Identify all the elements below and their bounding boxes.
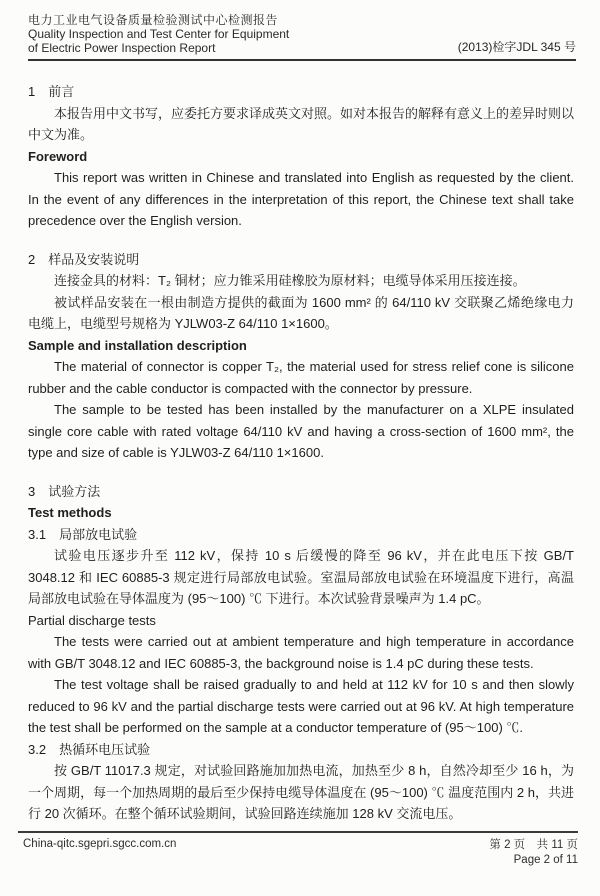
footer-page-english: Page 2 of 11 xyxy=(513,854,578,866)
partial-discharge-paragraph-english-2: The test voltage shall be raised gradually to and held at 112 kV for 10 s and then slowly reduced to 96 kV and the partial discharge tests were carried out at 96 kV. At high temperature the test shall be performed on the sample at a conductor temperature of (95～100) ℃. xyxy=(28,677,574,735)
report-footer xyxy=(18,831,578,868)
header-title-english-line2: of Electric Power Inspection Report xyxy=(28,40,216,55)
section-3-1-heading: 3.1 局部放电试验 xyxy=(28,526,138,542)
test-methods-heading: Test methods xyxy=(28,505,112,520)
sample-description-heading: Sample and installation description xyxy=(28,337,247,353)
partial-discharge-heading: Partial discharge tests xyxy=(28,612,156,628)
sample-description-paragraph-english-1: The material of connector is copper T₂, the material used for stress relief cone is silicone rubber and the cable conductor is compacted with the connector by pressure. xyxy=(28,359,574,396)
footer-website: China-qitc.sgepri.sgcc.com.cn xyxy=(23,838,177,850)
header-row xyxy=(28,13,576,55)
report-body xyxy=(0,61,600,825)
partial-discharge-paragraph-english-1: The tests were carried out at ambient temperature and high temperature in accordance with GB/T 3048.12 and IEC 60885-3, the background noise is 1.4 pC during these tests. xyxy=(28,634,574,671)
foreword-paragraph-english: This report was written in Chinese and translated into English as requested by the client. In the event of any differences in the interpretation of this report, the Chinese text shall take precedence over the English version. xyxy=(28,170,574,228)
header-title-english-line1: Quality Inspection and Test Center for Equipment xyxy=(28,27,290,41)
section-3-2-heading: 3.2 热循环电压试验 xyxy=(28,741,151,757)
section-3-2-paragraph-chinese: 按 GB/T 11017.3 规定，对试验回路施加加热电流，加热至少 8 h，自然冷却至少 16 h，为一个周期，每一个加热周期的最后至少保持电缆导体温度在 (95～100) ℃ 温度范围内 2 h，共进行 20 次循环。在整个循环试验期间，试验回路连续施加 128 kV 交流电压。 xyxy=(28,763,574,821)
foreword-heading: Foreword xyxy=(28,148,88,164)
header-title-chinese: 电力工业电气设备质量检验测试中心检测报告 xyxy=(28,13,279,27)
footer-page-numbers xyxy=(489,838,578,868)
section-2-paragraph-chinese-1: 连接金具的材料：T₂ 铜材；应力锥采用硅橡胶为原材料；电缆导体采用压接连接。 xyxy=(54,273,526,288)
section-1-heading: 1 前言 xyxy=(28,84,75,99)
section-2-paragraph-chinese-2: 被试样品安装在一根由制造方提供的截面为 1600 mm² 的 64/110 kV 交联聚乙烯绝缘电力电缆上，电缆型号规格为 YJLW03-Z 64/110 1×1600。 xyxy=(28,294,574,331)
section-3-1-paragraph-chinese: 试验电压逐步升至 112 kV，保持 10 s 后缓慢的降至 96 kV，并在此电压下按 GB/T 3048.12 和 IEC 60885-3 规定进行局部放电试验。室温局部放电试验在环境温度下进行，高温局部放电试验在导体温度为 (95～100) ℃ 下进行。本次试验背景噪声为 1.4 pC。 xyxy=(28,548,574,606)
section-2-heading: 2 样品及安装说明 xyxy=(28,251,140,267)
footer-page-chinese: 第 2 页 共 11 页 xyxy=(489,839,578,851)
sample-description-paragraph-english-2: The sample to be tested has been installed by the manufacturer on a XLPE insulated single core cable with rated voltage 64/110 kV and having a cross-section of 1600 mm², the type and size of cable is YJLW03-Z 64/110 1×1600. xyxy=(28,402,574,460)
report-number: (2013)检字JDL 345 号 xyxy=(457,40,576,54)
report-header xyxy=(0,0,600,61)
header-titles xyxy=(28,13,289,55)
section-3-heading: 3 试验方法 xyxy=(28,483,101,499)
section-1-paragraph-chinese: 本报告用中文书写，应委托方要求译成英文对照。如对本报告的解释有意义上的差异时则以中文为准。 xyxy=(28,105,575,142)
